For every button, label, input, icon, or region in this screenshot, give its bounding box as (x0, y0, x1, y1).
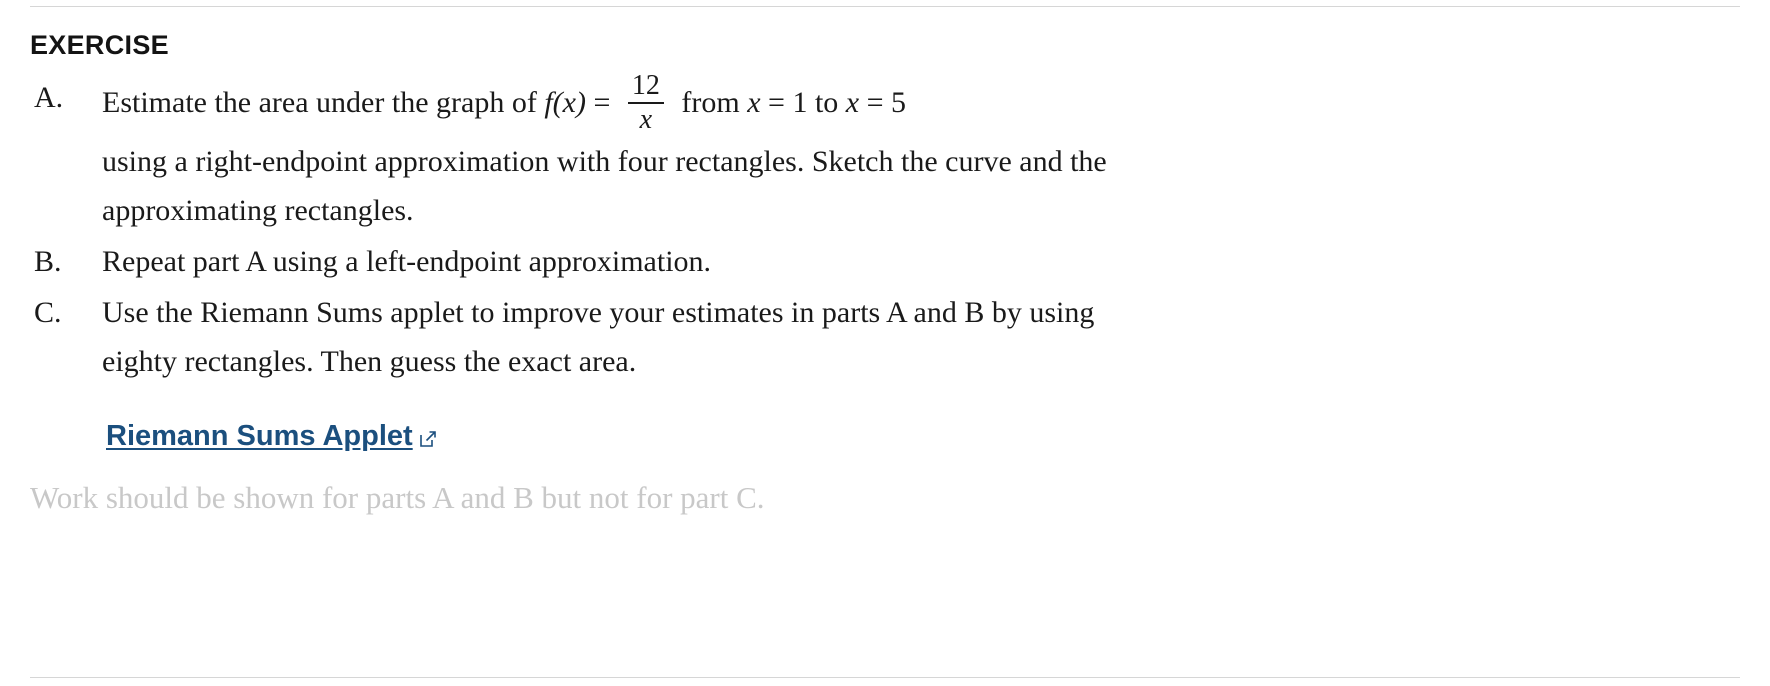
list-item-body: Repeat part A using a left-endpoint approximation. (102, 245, 712, 278)
function-args: (x) (552, 85, 586, 119)
list-item-marker: A. (34, 81, 64, 114)
function-name: f (544, 85, 553, 119)
list-item-body: Use the Riemann Sums applet to improve your estimates in parts A and B by using eighty rectangles. Then guess the exact area. (102, 296, 1095, 378)
list-item-marker: C. (34, 296, 62, 329)
bottom-divider (30, 677, 1740, 678)
range-from-value: = 1 to (760, 85, 846, 119)
exercise-content (30, 30, 1740, 519)
riemann-sums-applet-link[interactable]: Riemann Sums Applet (106, 420, 413, 452)
top-divider (30, 6, 1740, 7)
item-a-text-lead: Estimate the area under the graph of (102, 85, 545, 119)
list-item (30, 288, 1740, 386)
list-item-marker: B. (34, 245, 62, 278)
fraction-denominator: x (639, 104, 653, 135)
range-to-value: = 5 (859, 85, 907, 119)
fraction-numerator: 12 (631, 70, 660, 101)
range-to-variable: x (845, 85, 860, 119)
item-a-continuation: using a right-endpoint approximation with four rectangles. Sketch the curve and the approximating rectangles. (102, 145, 1107, 227)
list-item-body (102, 70, 1112, 235)
item-a-text-from: from (673, 85, 748, 119)
applet-link-row (106, 420, 1740, 453)
equals-sign: = (585, 85, 618, 119)
list-item (30, 237, 1740, 286)
instructor-note: Work should be shown for parts A and B but not for part C. (30, 480, 765, 515)
page-title: EXERCISE (30, 30, 169, 60)
external-link-icon (419, 430, 437, 448)
list-item (30, 70, 1740, 235)
range-from-variable: x (747, 85, 761, 119)
fraction (626, 71, 666, 135)
exercise-item-list (30, 70, 1740, 386)
